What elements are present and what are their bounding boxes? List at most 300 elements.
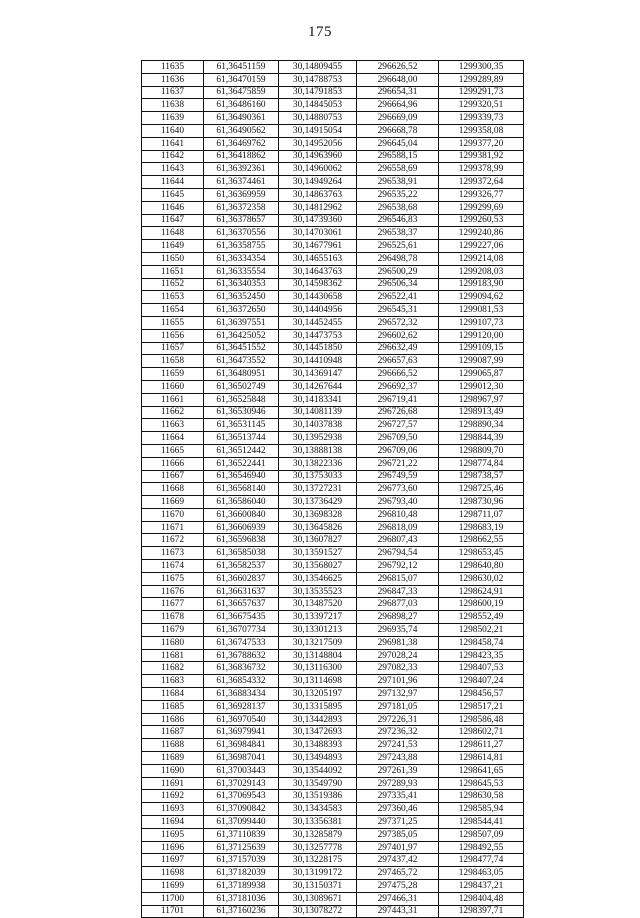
- y-coordinate-cell: 1298725,46: [439, 483, 524, 496]
- y-coordinate-cell: 1298544,41: [439, 816, 524, 829]
- latitude-cell: 61,36486160: [204, 99, 279, 112]
- latitude-cell: 61,36707734: [204, 624, 279, 637]
- y-coordinate-cell: 1298423,35: [439, 649, 524, 662]
- y-coordinate-cell: 1298711,07: [439, 508, 524, 521]
- latitude-cell: 61,36928137: [204, 700, 279, 713]
- point-number-cell: 11676: [142, 585, 204, 598]
- latitude-cell: 61,36631637: [204, 585, 279, 598]
- latitude-cell: 61,36788632: [204, 649, 279, 662]
- longitude-cell: 30,13217509: [279, 636, 357, 649]
- longitude-cell: 30,13753033: [279, 470, 357, 483]
- table-row: [142, 150, 524, 163]
- x-coordinate-cell: 296773,60: [357, 483, 439, 496]
- point-number-cell: 11648: [142, 227, 204, 240]
- y-coordinate-cell: 1298890,34: [439, 419, 524, 432]
- y-coordinate-cell: 1298585,94: [439, 803, 524, 816]
- table-row: [142, 355, 524, 368]
- longitude-cell: 30,13356381: [279, 816, 357, 829]
- longitude-cell: 30,14788753: [279, 73, 357, 86]
- table-row: [142, 841, 524, 854]
- point-number-cell: 11682: [142, 662, 204, 675]
- longitude-cell: 30,14963960: [279, 150, 357, 163]
- x-coordinate-cell: 296525,61: [357, 240, 439, 253]
- table-row: [142, 777, 524, 790]
- point-number-cell: 11643: [142, 163, 204, 176]
- x-coordinate-cell: 297236,32: [357, 726, 439, 739]
- latitude-cell: 61,36970540: [204, 713, 279, 726]
- longitude-cell: 30,13199172: [279, 867, 357, 880]
- latitude-cell: 61,36490562: [204, 124, 279, 137]
- table-row: [142, 227, 524, 240]
- point-number-cell: 11665: [142, 444, 204, 457]
- table-row: [142, 828, 524, 841]
- x-coordinate-cell: 296645,04: [357, 137, 439, 150]
- y-coordinate-cell: 1298437,21: [439, 880, 524, 893]
- y-coordinate-cell: 1298507,09: [439, 828, 524, 841]
- longitude-cell: 30,13434583: [279, 803, 357, 816]
- table-row: [142, 342, 524, 355]
- x-coordinate-cell: 296793,40: [357, 496, 439, 509]
- table-row: [142, 201, 524, 214]
- table-row: [142, 764, 524, 777]
- y-coordinate-cell: 1298630,58: [439, 790, 524, 803]
- point-number-cell: 11678: [142, 611, 204, 624]
- longitude-cell: 30,13148804: [279, 649, 357, 662]
- y-coordinate-cell: 1299260,53: [439, 214, 524, 227]
- latitude-cell: 61,37125639: [204, 841, 279, 854]
- y-coordinate-cell: 1298683,19: [439, 521, 524, 534]
- y-coordinate-cell: 1298614,81: [439, 752, 524, 765]
- x-coordinate-cell: 296538,68: [357, 201, 439, 214]
- y-coordinate-cell: 1298407,24: [439, 675, 524, 688]
- latitude-cell: 61,36397551: [204, 316, 279, 329]
- latitude-cell: 61,36352450: [204, 291, 279, 304]
- y-coordinate-cell: 1298552,49: [439, 611, 524, 624]
- table-row: [142, 611, 524, 624]
- table-row: [142, 444, 524, 457]
- point-number-cell: 11649: [142, 240, 204, 253]
- y-coordinate-cell: 1299320,51: [439, 99, 524, 112]
- y-coordinate-cell: 1298407,53: [439, 662, 524, 675]
- point-number-cell: 11637: [142, 86, 204, 99]
- longitude-cell: 30,13952938: [279, 432, 357, 445]
- x-coordinate-cell: 296847,33: [357, 585, 439, 598]
- point-number-cell: 11645: [142, 188, 204, 201]
- point-number-cell: 11638: [142, 99, 204, 112]
- point-number-cell: 11659: [142, 368, 204, 381]
- x-coordinate-cell: 297101,96: [357, 675, 439, 688]
- table-row: [142, 726, 524, 739]
- longitude-cell: 30,14960062: [279, 163, 357, 176]
- x-coordinate-cell: 296506,34: [357, 278, 439, 291]
- point-number-cell: 11699: [142, 880, 204, 893]
- point-number-cell: 11670: [142, 508, 204, 521]
- y-coordinate-cell: 1299120,00: [439, 329, 524, 342]
- longitude-cell: 30,14845053: [279, 99, 357, 112]
- y-coordinate-cell: 1298404,48: [439, 892, 524, 905]
- table-row: [142, 624, 524, 637]
- table-row: [142, 905, 524, 918]
- table-row: [142, 649, 524, 662]
- longitude-cell: 30,13228175: [279, 854, 357, 867]
- x-coordinate-cell: 297466,31: [357, 892, 439, 905]
- latitude-cell: 61,36372650: [204, 304, 279, 317]
- latitude-cell: 61,37090842: [204, 803, 279, 816]
- point-number-cell: 11647: [142, 214, 204, 227]
- y-coordinate-cell: 1298602,71: [439, 726, 524, 739]
- longitude-cell: 30,14404956: [279, 304, 357, 317]
- y-coordinate-cell: 1298492,55: [439, 841, 524, 854]
- y-coordinate-cell: 1299208,03: [439, 265, 524, 278]
- table-row: [142, 291, 524, 304]
- point-number-cell: 11666: [142, 457, 204, 470]
- point-number-cell: 11660: [142, 380, 204, 393]
- y-coordinate-cell: 1298397,71: [439, 905, 524, 918]
- y-coordinate-cell: 1298477,74: [439, 854, 524, 867]
- table-row: [142, 854, 524, 867]
- table-row: [142, 86, 524, 99]
- x-coordinate-cell: 296538,91: [357, 176, 439, 189]
- point-number-cell: 11692: [142, 790, 204, 803]
- longitude-cell: 30,14880753: [279, 112, 357, 125]
- latitude-cell: 61,36392361: [204, 163, 279, 176]
- table-row: [142, 496, 524, 509]
- x-coordinate-cell: 296709,50: [357, 432, 439, 445]
- table-row: [142, 432, 524, 445]
- y-coordinate-cell: 1299339,73: [439, 112, 524, 125]
- point-number-cell: 11690: [142, 764, 204, 777]
- y-coordinate-cell: 1299381,92: [439, 150, 524, 163]
- longitude-cell: 30,13591527: [279, 547, 357, 560]
- latitude-cell: 61,36582537: [204, 560, 279, 573]
- latitude-cell: 61,36747533: [204, 636, 279, 649]
- point-number-cell: 11681: [142, 649, 204, 662]
- x-coordinate-cell: 296794,54: [357, 547, 439, 560]
- table-row: [142, 713, 524, 726]
- x-coordinate-cell: 296546,83: [357, 214, 439, 227]
- x-coordinate-cell: 297226,31: [357, 713, 439, 726]
- table-row: [142, 803, 524, 816]
- point-number-cell: 11639: [142, 112, 204, 125]
- table-row: [142, 688, 524, 701]
- x-coordinate-cell: 296669,09: [357, 112, 439, 125]
- longitude-cell: 30,13078272: [279, 905, 357, 918]
- x-coordinate-cell: 296500,29: [357, 265, 439, 278]
- x-coordinate-cell: 296572,32: [357, 316, 439, 329]
- longitude-cell: 30,13645826: [279, 521, 357, 534]
- point-number-cell: 11668: [142, 483, 204, 496]
- x-coordinate-cell: 296721,22: [357, 457, 439, 470]
- x-coordinate-cell: 297437,42: [357, 854, 439, 867]
- longitude-cell: 30,14081139: [279, 406, 357, 419]
- x-coordinate-cell: 296626,52: [357, 61, 439, 74]
- x-coordinate-cell: 296726,68: [357, 406, 439, 419]
- latitude-cell: 61,36334354: [204, 252, 279, 265]
- point-number-cell: 11664: [142, 432, 204, 445]
- x-coordinate-cell: 296818,09: [357, 521, 439, 534]
- y-coordinate-cell: 1298517,21: [439, 700, 524, 713]
- longitude-cell: 30,13089671: [279, 892, 357, 905]
- point-number-cell: 11656: [142, 329, 204, 342]
- latitude-cell: 61,36854332: [204, 675, 279, 688]
- longitude-cell: 30,13301213: [279, 624, 357, 637]
- latitude-cell: 61,37157039: [204, 854, 279, 867]
- latitude-cell: 61,36370556: [204, 227, 279, 240]
- x-coordinate-cell: 297371,25: [357, 816, 439, 829]
- x-coordinate-cell: 296498,78: [357, 252, 439, 265]
- table-row: [142, 700, 524, 713]
- table-row: [142, 547, 524, 560]
- table-row: [142, 892, 524, 905]
- longitude-cell: 30,14643763: [279, 265, 357, 278]
- x-coordinate-cell: 296792,12: [357, 560, 439, 573]
- table-row: [142, 99, 524, 112]
- point-number-cell: 11686: [142, 713, 204, 726]
- longitude-cell: 30,14451850: [279, 342, 357, 355]
- latitude-cell: 61,36451159: [204, 61, 279, 74]
- point-number-cell: 11672: [142, 534, 204, 547]
- longitude-cell: 30,13150371: [279, 880, 357, 893]
- latitude-cell: 61,36473552: [204, 355, 279, 368]
- table-row: [142, 585, 524, 598]
- latitude-cell: 61,36374461: [204, 176, 279, 189]
- y-coordinate-cell: 1299094,62: [439, 291, 524, 304]
- point-number-cell: 11674: [142, 560, 204, 573]
- x-coordinate-cell: 297181,05: [357, 700, 439, 713]
- point-number-cell: 11635: [142, 61, 204, 74]
- x-coordinate-cell: 296602,62: [357, 329, 439, 342]
- latitude-cell: 61,37110839: [204, 828, 279, 841]
- latitude-cell: 61,37099440: [204, 816, 279, 829]
- y-coordinate-cell: 1298640,80: [439, 560, 524, 573]
- longitude-cell: 30,13472693: [279, 726, 357, 739]
- longitude-cell: 30,13822336: [279, 457, 357, 470]
- latitude-cell: 61,36372358: [204, 201, 279, 214]
- table-row: [142, 752, 524, 765]
- latitude-cell: 61,36979941: [204, 726, 279, 739]
- longitude-cell: 30,13727231: [279, 483, 357, 496]
- latitude-cell: 61,36883434: [204, 688, 279, 701]
- y-coordinate-cell: 1298456,57: [439, 688, 524, 701]
- latitude-cell: 61,37029143: [204, 777, 279, 790]
- x-coordinate-cell: 297335,41: [357, 790, 439, 803]
- point-number-cell: 11673: [142, 547, 204, 560]
- point-number-cell: 11644: [142, 176, 204, 189]
- longitude-cell: 30,13397217: [279, 611, 357, 624]
- longitude-cell: 30,14473753: [279, 329, 357, 342]
- x-coordinate-cell: 296654,31: [357, 86, 439, 99]
- longitude-cell: 30,13442893: [279, 713, 357, 726]
- latitude-cell: 61,37181036: [204, 892, 279, 905]
- table-row: [142, 598, 524, 611]
- point-number-cell: 11663: [142, 419, 204, 432]
- longitude-cell: 30,14791853: [279, 86, 357, 99]
- table-row: [142, 508, 524, 521]
- y-coordinate-cell: 1298641,65: [439, 764, 524, 777]
- latitude-cell: 61,36340353: [204, 278, 279, 291]
- y-coordinate-cell: 1299214,08: [439, 252, 524, 265]
- longitude-cell: 30,13546625: [279, 572, 357, 585]
- y-coordinate-cell: 1299299,69: [439, 201, 524, 214]
- longitude-cell: 30,13535523: [279, 585, 357, 598]
- point-number-cell: 11671: [142, 521, 204, 534]
- x-coordinate-cell: 296692,37: [357, 380, 439, 393]
- y-coordinate-cell: 1299358,08: [439, 124, 524, 137]
- y-coordinate-cell: 1299012,30: [439, 380, 524, 393]
- table-row: [142, 316, 524, 329]
- table-row: [142, 572, 524, 585]
- x-coordinate-cell: 297289,93: [357, 777, 439, 790]
- latitude-cell: 61,37160236: [204, 905, 279, 918]
- y-coordinate-cell: 1298586,48: [439, 713, 524, 726]
- point-number-cell: 11700: [142, 892, 204, 905]
- x-coordinate-cell: 297132,97: [357, 688, 439, 701]
- y-coordinate-cell: 1298611,27: [439, 739, 524, 752]
- point-number-cell: 11684: [142, 688, 204, 701]
- x-coordinate-cell: 297475,28: [357, 880, 439, 893]
- latitude-cell: 61,36657637: [204, 598, 279, 611]
- y-coordinate-cell: 1298463,05: [439, 867, 524, 880]
- point-number-cell: 11651: [142, 265, 204, 278]
- x-coordinate-cell: 296709,06: [357, 444, 439, 457]
- y-coordinate-cell: 1299107,73: [439, 316, 524, 329]
- x-coordinate-cell: 296664,96: [357, 99, 439, 112]
- point-number-cell: 11698: [142, 867, 204, 880]
- table-row: [142, 880, 524, 893]
- y-coordinate-cell: 1298458,74: [439, 636, 524, 649]
- point-number-cell: 11654: [142, 304, 204, 317]
- table-row: [142, 278, 524, 291]
- latitude-cell: 61,36335554: [204, 265, 279, 278]
- latitude-cell: 61,36546940: [204, 470, 279, 483]
- latitude-cell: 61,37182039: [204, 867, 279, 880]
- longitude-cell: 30,14915054: [279, 124, 357, 137]
- point-number-cell: 11642: [142, 150, 204, 163]
- latitude-cell: 61,36568140: [204, 483, 279, 496]
- x-coordinate-cell: 296535,22: [357, 188, 439, 201]
- point-number-cell: 11696: [142, 841, 204, 854]
- x-coordinate-cell: 296877,03: [357, 598, 439, 611]
- point-number-cell: 11636: [142, 73, 204, 86]
- longitude-cell: 30,14812962: [279, 201, 357, 214]
- latitude-cell: 61,36490361: [204, 112, 279, 125]
- latitude-cell: 61,36675435: [204, 611, 279, 624]
- longitude-cell: 30,14452455: [279, 316, 357, 329]
- x-coordinate-cell: 297360,46: [357, 803, 439, 816]
- y-coordinate-cell: 1299240,86: [439, 227, 524, 240]
- table-row: [142, 790, 524, 803]
- latitude-cell: 61,37003443: [204, 764, 279, 777]
- longitude-cell: 30,14369147: [279, 368, 357, 381]
- longitude-cell: 30,14430658: [279, 291, 357, 304]
- x-coordinate-cell: 296898,27: [357, 611, 439, 624]
- longitude-cell: 30,14410948: [279, 355, 357, 368]
- point-number-cell: 11701: [142, 905, 204, 918]
- longitude-cell: 30,13888138: [279, 444, 357, 457]
- point-number-cell: 11641: [142, 137, 204, 150]
- latitude-cell: 61,36600840: [204, 508, 279, 521]
- latitude-cell: 61,36606939: [204, 521, 279, 534]
- y-coordinate-cell: 1299291,73: [439, 86, 524, 99]
- x-coordinate-cell: 297261,39: [357, 764, 439, 777]
- table-row: [142, 304, 524, 317]
- longitude-cell: 30,14267644: [279, 380, 357, 393]
- longitude-cell: 30,13257778: [279, 841, 357, 854]
- latitude-cell: 61,36469762: [204, 137, 279, 150]
- table-row: [142, 470, 524, 483]
- longitude-cell: 30,13487520: [279, 598, 357, 611]
- latitude-cell: 61,36475859: [204, 86, 279, 99]
- table-row: [142, 112, 524, 125]
- x-coordinate-cell: 297401,97: [357, 841, 439, 854]
- longitude-cell: 30,13285879: [279, 828, 357, 841]
- x-coordinate-cell: 296981,38: [357, 636, 439, 649]
- longitude-cell: 30,13488393: [279, 739, 357, 752]
- y-coordinate-cell: 1298624,91: [439, 585, 524, 598]
- table-row: [142, 188, 524, 201]
- y-coordinate-cell: 1299300,35: [439, 61, 524, 74]
- x-coordinate-cell: 296815,07: [357, 572, 439, 585]
- table-row: [142, 124, 524, 137]
- point-number-cell: 11694: [142, 816, 204, 829]
- y-coordinate-cell: 1299087,99: [439, 355, 524, 368]
- table-row: [142, 636, 524, 649]
- x-coordinate-cell: 297028,24: [357, 649, 439, 662]
- table-row: [142, 252, 524, 265]
- point-number-cell: 11689: [142, 752, 204, 765]
- table-row: [142, 176, 524, 189]
- y-coordinate-cell: 1298502,21: [439, 624, 524, 637]
- longitude-cell: 30,13549790: [279, 777, 357, 790]
- x-coordinate-cell: 296807,43: [357, 534, 439, 547]
- longitude-cell: 30,13698328: [279, 508, 357, 521]
- point-number-cell: 11687: [142, 726, 204, 739]
- x-coordinate-cell: 297443,31: [357, 905, 439, 918]
- point-number-cell: 11685: [142, 700, 204, 713]
- x-coordinate-cell: 296749,59: [357, 470, 439, 483]
- point-number-cell: 11657: [142, 342, 204, 355]
- latitude-cell: 61,37069543: [204, 790, 279, 803]
- longitude-cell: 30,13116300: [279, 662, 357, 675]
- longitude-cell: 30,14598362: [279, 278, 357, 291]
- point-number-cell: 11650: [142, 252, 204, 265]
- latitude-cell: 61,36369959: [204, 188, 279, 201]
- x-coordinate-cell: 296648,00: [357, 73, 439, 86]
- longitude-cell: 30,13494893: [279, 752, 357, 765]
- point-number-cell: 11658: [142, 355, 204, 368]
- table-row: [142, 483, 524, 496]
- latitude-cell: 61,36596838: [204, 534, 279, 547]
- x-coordinate-cell: 297082,33: [357, 662, 439, 675]
- x-coordinate-cell: 297385,05: [357, 828, 439, 841]
- table-row: [142, 739, 524, 752]
- y-coordinate-cell: 1298730,96: [439, 496, 524, 509]
- y-coordinate-cell: 1299289,89: [439, 73, 524, 86]
- table-row: [142, 137, 524, 150]
- point-number-cell: 11655: [142, 316, 204, 329]
- table-row: [142, 329, 524, 342]
- y-coordinate-cell: 1298738,57: [439, 470, 524, 483]
- longitude-cell: 30,14183341: [279, 393, 357, 406]
- latitude-cell: 61,36530946: [204, 406, 279, 419]
- point-number-cell: 11640: [142, 124, 204, 137]
- longitude-cell: 30,13544092: [279, 764, 357, 777]
- y-coordinate-cell: 1298774,84: [439, 457, 524, 470]
- latitude-cell: 61,36602837: [204, 572, 279, 585]
- x-coordinate-cell: 297241,53: [357, 739, 439, 752]
- y-coordinate-cell: 1299227,06: [439, 240, 524, 253]
- y-coordinate-cell: 1298600,19: [439, 598, 524, 611]
